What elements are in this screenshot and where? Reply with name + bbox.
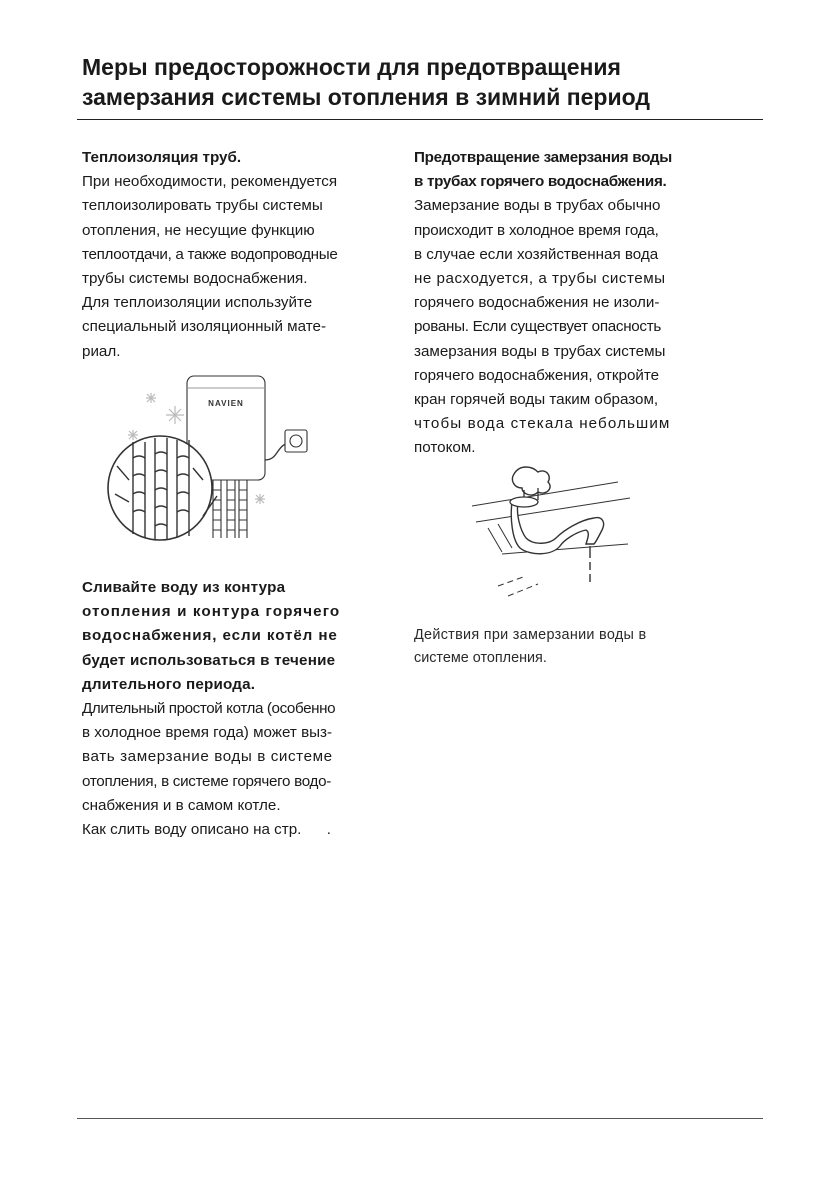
drain-heading-line: длительного периода. — [82, 675, 256, 693]
wall-socket — [285, 430, 307, 452]
hot-water-line: в случае если хозяйственная вода — [414, 245, 659, 263]
drain-body-line: вать замерзание воды в системе — [82, 748, 333, 766]
drain-body-line: снабжения и в самом котле. — [82, 796, 281, 814]
snowflake-icon — [166, 406, 184, 424]
frozen-heating-reference — [414, 624, 688, 670]
drain-heading-line: будет использоваться в течение — [82, 651, 336, 669]
hot-water-heading-line: в трубах горячего водоснабжения. — [414, 173, 667, 191]
hot-water-line: горячего водоснабжения, откройте — [414, 366, 660, 384]
drain-heading-line: отопления и контура горячего — [82, 603, 341, 621]
page-title-line-1: Меры предосторожности для предотвращения — [82, 54, 621, 80]
drain-body-line: отопления, в системе горячего водо- — [82, 772, 331, 790]
hot-water-heading-line: Предотвращение замерзания воды — [414, 149, 672, 166]
insulation-line: риал. — [82, 342, 121, 360]
drain-heading-line: водоснабжения, если котёл не — [82, 627, 338, 645]
footer-divider — [77, 1118, 763, 1119]
faucet-handle — [512, 467, 550, 495]
hot-water-line: кран горячей воды таким образом, — [414, 391, 659, 409]
hot-water-section — [414, 146, 688, 461]
page-title-line-2: замерзания системы отопления в зимний период — [82, 84, 650, 110]
faucet-illustration — [468, 458, 648, 598]
hot-water-line: горячего водоснабжения не изоли- — [414, 294, 660, 312]
hot-water-line: рованы. Если существует опасность — [414, 318, 661, 336]
snowflake-icon — [255, 494, 265, 504]
drain-heading-line: Сливайте воду из контура — [82, 579, 286, 596]
boiler-insulation-illustration — [105, 368, 345, 553]
title-divider — [77, 119, 763, 120]
drain-body-line: Длительный простой котла (особенно — [82, 700, 336, 718]
snowflake-icon — [128, 430, 138, 440]
snowflake-icon — [146, 393, 156, 403]
page-title — [82, 52, 772, 112]
insulation-line: Для теплоизоляции используйте — [82, 294, 313, 312]
insulated-pipes — [213, 480, 247, 538]
insulation-line: теплоотдачи, а также водопроводные — [82, 245, 338, 263]
insulation-line: трубы системы водоснабжения. — [82, 270, 308, 288]
hot-water-line: чтобы вода стекала небольшим — [414, 415, 671, 433]
drain-body-line: в холодное время года) может выз- — [82, 724, 333, 742]
hot-water-line: замерзания воды в трубах системы — [414, 342, 666, 360]
hot-water-line: Замерзание воды в трубах обычно — [414, 197, 661, 215]
insulation-section — [82, 146, 357, 364]
insulation-heading: Теплоизоляция труб. — [82, 149, 242, 166]
drain-section — [82, 576, 357, 842]
boiler-brand-label: NAVIEN — [208, 399, 244, 408]
hot-water-line: происходит в холодное время года, — [414, 221, 659, 239]
frozen-heating-reference-line: системе отопления. — [414, 650, 547, 666]
insulation-line: отопления, не несущие функцию — [82, 221, 315, 239]
insulation-line: теплоизолировать трубы системы — [82, 197, 323, 215]
insulation-line: специальный изоляционный мате- — [82, 318, 327, 336]
frozen-heating-reference-line: Действия при замерзании воды в — [414, 627, 647, 643]
insulation-line: При необходимости, рекомендуется — [82, 173, 338, 191]
hot-water-line: не расходуется, а трубы системы — [414, 270, 666, 288]
hot-water-line: потоком. — [414, 439, 476, 457]
drain-page-reference: Как слить воду описано на стр. . — [82, 821, 331, 839]
